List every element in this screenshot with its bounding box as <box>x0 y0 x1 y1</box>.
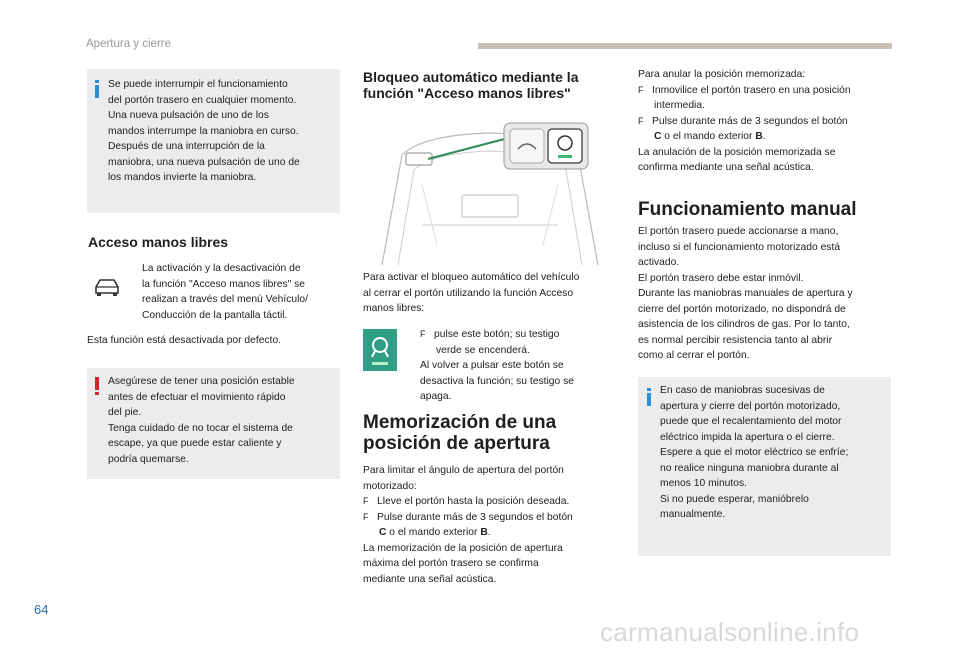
info-icon <box>94 80 100 103</box>
cancel-text: Para anular la posición memorizada: F Inmovilice el portón trasero en una posición intermedia. F Pulse durante más de 3 segundos el botón C o el mando exterior B. La anulación de la posición memorizada se confirma mediante una señal acústica. <box>638 67 896 176</box>
warning-text: Asegúrese de tener una posición estable antes de efectuar el movimiento rápido del pie. Tenga cuidado de no tocar el sistema de escape, ya que puede estar caliente y podría quemarse. <box>108 376 295 465</box>
car-icon-text: La activación y la desactivación de la función "Acceso manos libres" se realizan a través del menú Vehículo/ Conducción de la pantalla táctil. <box>142 263 308 321</box>
memorizacion-text: Para limitar el ángulo de apertura del portón motorizado: F Lleve el portón hasta la posición deseada. F Pulse durante más de 3 segundos el botón C o el mando exterior B. La memorización de la posición de apertura máxima del portón trasero se confirma mediante una señal acústica. <box>363 463 625 587</box>
car-icon <box>92 277 122 302</box>
info-icon-2 <box>646 388 652 411</box>
info-note-text: Se puede interrumpir el funcionamiento del portón trasero en cualquier momento. Una nueva pulsación de uno de los mandos interrumpe la maniobra en curso. Después de una interrupción de la maniobra, una nueva pulsación de uno de los mandos invierte la maniobra. <box>108 79 300 183</box>
warning-icon <box>94 377 100 400</box>
heading-bloqueo: Bloqueo automático mediante la función "Acceso manos libres" <box>363 69 579 101</box>
manual-text: El portón trasero puede accionarse a mano, incluso si el funcionamiento motorizado está activado. El portón trasero debe estar inmóvil. Durante las maniobras manuales de apertura y cierre del portón motorizado, no dispondrá de asistencia de los cilindros de gas. Por lo tanto, es normal percibir resistencia tanto al abrir como al cerrar el portón. <box>638 226 853 361</box>
tailgate-illustration <box>362 115 618 270</box>
page-number: 64 <box>34 602 49 617</box>
info-note-text-2: En caso de maniobras sucesivas de apertura y cierre del portón motorizado, puede que el recalentamiento del motor eléctrico impida la apertura o el cierre. Espere a que el motor eléctrico se enfríe; no realice ninguna maniobra durante al menos 10 minutos. Si no puede esperar, manióbrelo manualmente. <box>660 385 849 520</box>
watermark: carmanualsonline.info <box>600 617 860 647</box>
handsfree-lock-button-icon <box>363 329 397 371</box>
heading-acceso: Acceso manos libres <box>88 234 229 250</box>
heading-memorizacion: Memorización de una posición de apertura <box>363 412 557 454</box>
section-title: Apertura y cierre <box>86 38 172 50</box>
bloqueo-intro: Para activar el bloqueo automático del vehículo al cerrar el portón utilizando la función Acceso manos libres: <box>363 272 580 314</box>
header-bar <box>478 43 892 49</box>
heading-manual: Funcionamiento manual <box>638 199 857 220</box>
default-text: Esta función está desactivada por defecto. <box>87 335 282 346</box>
button-text: F pulse este botón; su testigo verde se encenderá. Al volver a pulsar este botón se desactiva la función; su testigo se apaga. <box>420 327 620 405</box>
